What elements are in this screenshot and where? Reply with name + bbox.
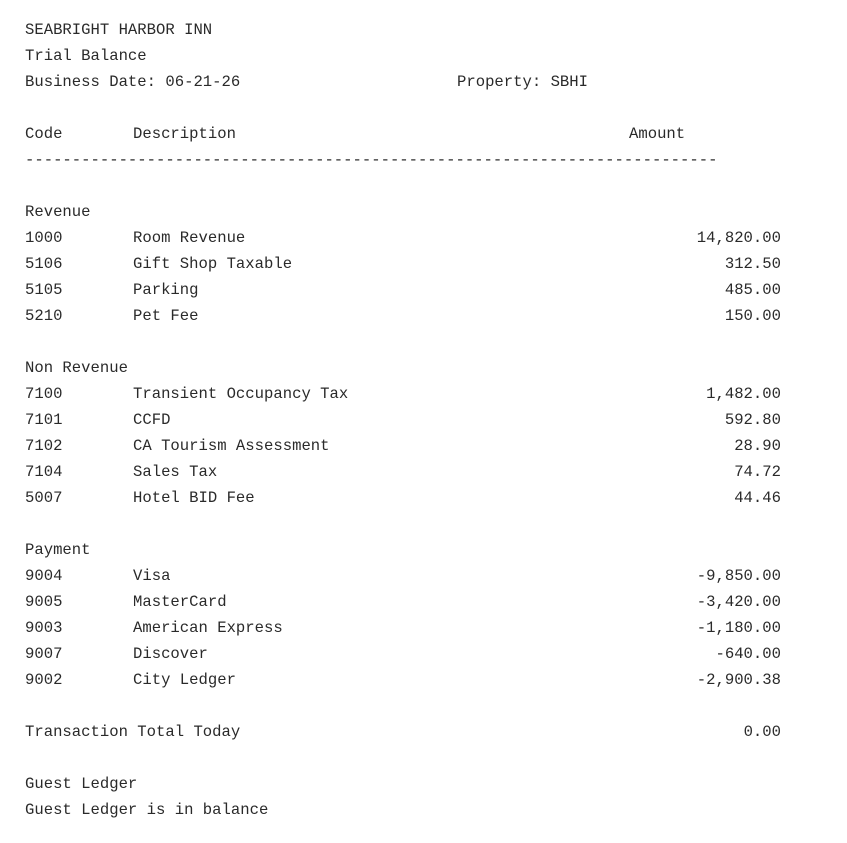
report-title: Trial Balance bbox=[25, 47, 147, 65]
transaction-total-row bbox=[0, 719, 847, 745]
row-code: 5106 bbox=[25, 255, 63, 273]
table-row bbox=[0, 641, 847, 667]
row-amount: -3,420.00 bbox=[696, 593, 781, 611]
row-code: 5210 bbox=[25, 307, 63, 325]
section-title-non-revenue: Non Revenue bbox=[25, 359, 128, 377]
row-description: Room Revenue bbox=[133, 229, 246, 247]
row-description: Visa bbox=[133, 567, 171, 585]
row-description: MasterCard bbox=[133, 593, 227, 611]
table-row bbox=[0, 407, 847, 433]
row-amount: 44.46 bbox=[734, 489, 781, 507]
row-amount: 74.72 bbox=[734, 463, 781, 481]
table-row bbox=[0, 563, 847, 589]
row-code: 9003 bbox=[25, 619, 63, 637]
row-description: Hotel BID Fee bbox=[133, 489, 255, 507]
row-amount: 485.00 bbox=[724, 281, 781, 299]
table-row bbox=[0, 225, 847, 251]
table-row bbox=[0, 615, 847, 641]
row-amount: 1,482.00 bbox=[706, 385, 781, 403]
row-code: 7102 bbox=[25, 437, 63, 455]
section-title-payment: Payment bbox=[25, 541, 91, 559]
row-code: 9005 bbox=[25, 593, 63, 611]
row-code: 9002 bbox=[25, 671, 63, 689]
row-amount: -640.00 bbox=[715, 645, 781, 663]
row-description: Gift Shop Taxable bbox=[133, 255, 293, 273]
row-description: Parking bbox=[133, 281, 199, 299]
table-row bbox=[0, 667, 847, 693]
table-row bbox=[0, 381, 847, 407]
row-amount: 150.00 bbox=[724, 307, 781, 325]
row-code: 9007 bbox=[25, 645, 63, 663]
row-description: American Express bbox=[133, 619, 283, 637]
table-row bbox=[0, 251, 847, 277]
row-description: Discover bbox=[133, 645, 208, 663]
section-title-revenue: Revenue bbox=[25, 203, 91, 221]
row-amount: 14,820.00 bbox=[696, 229, 781, 247]
business-date: Business Date: 06-21-26 bbox=[25, 73, 241, 91]
guest-ledger-status: Guest Ledger is in balance bbox=[25, 801, 269, 819]
row-amount: -2,900.38 bbox=[696, 671, 781, 689]
row-amount: 312.50 bbox=[724, 255, 781, 273]
row-description: Transient Occupancy Tax bbox=[133, 385, 349, 403]
column-header-amount: Amount bbox=[629, 125, 686, 143]
header-separator: -------------------------------------------------------------------------- bbox=[25, 151, 718, 169]
row-amount: 592.80 bbox=[724, 411, 781, 429]
row-amount: -9,850.00 bbox=[696, 567, 781, 585]
row-code: 7101 bbox=[25, 411, 63, 429]
row-description: Sales Tax bbox=[133, 463, 218, 481]
row-description: CA Tourism Assessment bbox=[133, 437, 330, 455]
row-code: 7104 bbox=[25, 463, 63, 481]
guest-ledger-title: Guest Ledger bbox=[25, 775, 138, 793]
table-row bbox=[0, 485, 847, 511]
row-code: 7100 bbox=[25, 385, 63, 403]
table-row bbox=[0, 589, 847, 615]
row-code: 5105 bbox=[25, 281, 63, 299]
transaction-total-amount: 0.00 bbox=[743, 723, 781, 741]
table-row bbox=[0, 303, 847, 329]
row-amount: 28.90 bbox=[734, 437, 781, 455]
property-code: Property: SBHI bbox=[457, 73, 589, 91]
table-row bbox=[0, 459, 847, 485]
row-description: Pet Fee bbox=[133, 307, 199, 325]
row-description: CCFD bbox=[133, 411, 171, 429]
property-name: SEABRIGHT HARBOR INN bbox=[25, 21, 213, 39]
transaction-total-label: Transaction Total Today bbox=[25, 723, 241, 741]
row-amount: -1,180.00 bbox=[696, 619, 781, 637]
row-code: 5007 bbox=[25, 489, 63, 507]
column-header-code: Code bbox=[25, 125, 63, 143]
column-header-description: Description bbox=[133, 125, 236, 143]
row-code: 1000 bbox=[25, 229, 63, 247]
row-code: 9004 bbox=[25, 567, 63, 585]
column-header-row bbox=[0, 121, 847, 147]
row-description: City Ledger bbox=[133, 671, 236, 689]
table-row bbox=[0, 277, 847, 303]
table-row bbox=[0, 433, 847, 459]
